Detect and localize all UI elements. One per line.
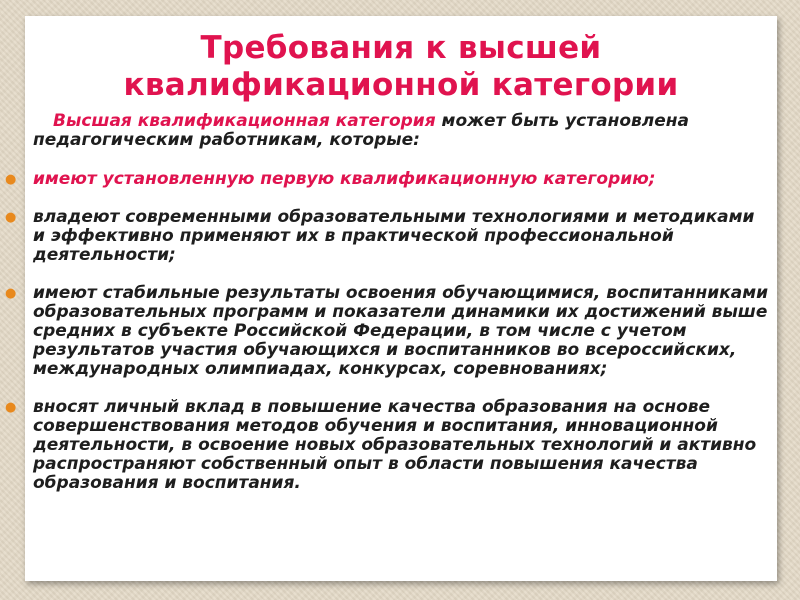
intro-paragraph [25,112,777,150]
list-item [5,207,777,265]
list-item [5,397,777,493]
list-item-text: имеют стабильные результаты освоения обучающимися, воспитанниками образовательных программ и показатели динамики их достижений выше средних в субъекте Российской Федерации, в том числе с учетом результатов участия обучающихся и воспитанников во всероссийских, международных олимпиадах, конкурсах, соревнованиях; [33,283,769,379]
list-item-text: вносят личный вклад в повышение качества образования на основе совершенствования методов обучения и воспитания, инновационной деятельности, в освоение новых образовательных технологий и активно распространяют собственный опыт в области повышения качества образования и воспитания. [33,397,757,493]
list-item-text: владеют современными образовательными технологиями и методиками и эффективно применяют их в практической профессиональной деятельности; [33,207,755,265]
bullet-dot-icon: ● [5,210,17,225]
list-item-text: имеют установленную первую квалификационную категорию; [33,169,656,189]
bullet-dot-icon: ● [5,400,17,415]
list-item [5,169,777,189]
intro-highlight: Высшая квалификационная категория [53,111,436,131]
bullet-dot-icon: ● [5,286,17,301]
list-item [5,283,777,379]
slide-title-line2: квалификационной категории [123,67,679,103]
slide-content [5,111,777,493]
intro-rest: может быть установлена педагогическим работникам, которые: [33,111,689,150]
slide [5,16,777,581]
slide-title [25,16,777,104]
slide-title-line1: Требования к высшей [200,30,602,66]
bullet-dot-icon: ● [5,172,17,187]
